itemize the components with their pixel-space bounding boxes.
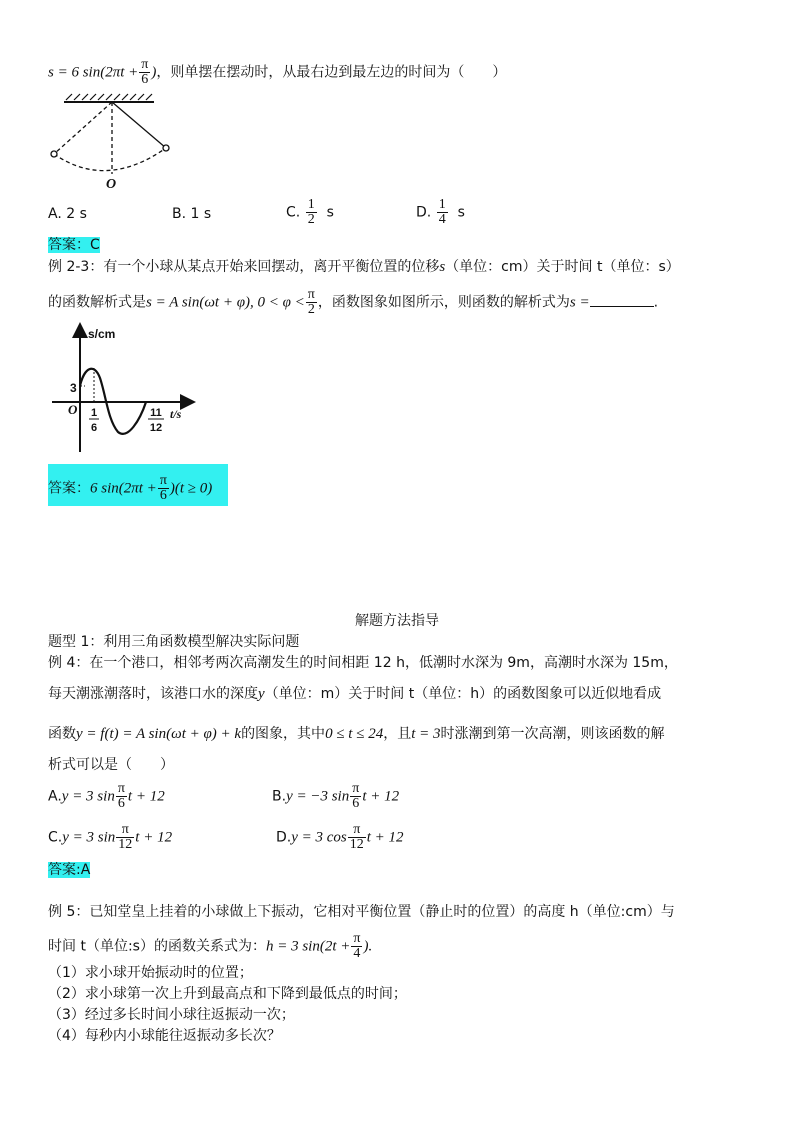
ex23-line1: 例 2-3：有一个小球从某点开始来回摆动，离开平衡位置的位移s（单位：cm）关于时间 t（单位：s） (48, 259, 680, 275)
ex23-line2: 的函数解析式是s = A sin(ωt + φ), 0 < φ < $\frac{\pi}{2}$ ，函数图象如图所示，则函数的解析式为s = . (48, 287, 659, 317)
ex23-formula: s = A sin(ωt + φ), 0 < φ < (146, 294, 305, 311)
ex4-option-c: C.y = 3 sin $\frac{\pi}{12}$ t + 12 (48, 822, 173, 852)
q1-formula-rhs: ) (151, 64, 157, 81)
ex5-item-1: （1）求小球开始振动时的位置； (48, 965, 253, 981)
pendulum-figure (46, 90, 186, 192)
ex4-answer: 答案:A (48, 862, 91, 878)
graph-x-tick-1 (89, 407, 99, 434)
graph-xlabel: t/s (170, 407, 182, 421)
q1-answer: 答案：C (48, 237, 100, 253)
ex23-answer: 答案：6 sin(2πt + $\frac{\pi}{6}$ )(t ≥ 0) (48, 464, 228, 506)
ex4-line4: 析式可以是（ ） (48, 757, 174, 773)
graph-origin: O (68, 402, 78, 417)
q1-formula-lhs: s = 6 sin(2πt + (48, 64, 139, 81)
ex4-line2: 每天潮涨潮落时，该港口水的深度y（单位：m）关于时间 t（单位：h）的函数图象可以近似地看成 (48, 686, 662, 702)
q1-question-text: ，则单摆在摆动时，从最右边到最左边的时间为（ ） (156, 64, 507, 81)
svg-text:6: 6 (90, 422, 98, 434)
ex4-line1: 例 4：在一个港口，相邻考两次高潮发生的时间相距 12 h，低潮时水深为 9m，高潮时水深为 15m， (48, 655, 678, 671)
ex5-line2: 时间 t（单位:s）的函数关系式为：h = 3 sin(2t + $\frac{\pi}{4}$ ). (48, 931, 373, 961)
ex5-line1: 例 5：已知堂皇上挂着的小球做上下振动，它相对平衡位置（静止时的位置）的高度 h（单位:cm）与 (48, 904, 675, 920)
sine-graph (48, 320, 198, 460)
graph-y-tick: 3 (70, 381, 77, 395)
ex4-option-d: D.y = 3 cos $\frac{\pi}{12}$ t + 12 (276, 822, 404, 852)
q1-formula-fraction: $\frac{\pi}{6}$ (141, 57, 149, 87)
q1-option-c: C. $\frac{1}{2}$ s (286, 197, 334, 227)
ex5-item-4: （4）每秒内小球能往返振动多长次？ (48, 1028, 281, 1044)
pendulum-origin-label: O (106, 177, 117, 192)
q1-option-d: D. $\frac{1}{4}$ s (416, 197, 465, 227)
ex4-option-a: A.y = 3 sin $\frac{\pi}{6}$ t + 12 (48, 781, 165, 811)
svg-text:12: 12 (149, 422, 163, 434)
svg-text:11: 11 (150, 407, 162, 419)
svg-text:1: 1 (90, 407, 98, 419)
ex5-item-3: （3）经过多长时间小球往返振动一次； (48, 1007, 295, 1023)
section-title: 解题方法指导 (355, 613, 439, 629)
ex4-line3: 函数y = f(t) = A sin(ωt + φ) + k的图象，其中0 ≤ t ≤ 24，且t = 3时涨潮到第一次高潮，则该函数的解 (48, 726, 665, 742)
type1-heading: 题型 1：利用三角函数模型解决实际问题 (48, 634, 300, 650)
graph-x-tick-2 (148, 407, 164, 434)
graph-ylabel: s/cm (88, 327, 116, 341)
q1-option-b: B. 1 s (172, 206, 212, 222)
ex5-item-2: （2）求小球第一次上升到最高点和下降到最低点的时间； (48, 986, 407, 1002)
ex4-option-b: B.y = −3 sin $\frac{\pi}{6}$ t + 12 (272, 781, 400, 811)
q1-statement (48, 58, 506, 87)
answer-blank (590, 292, 654, 307)
q1-option-a: A. 2 s (48, 206, 87, 222)
